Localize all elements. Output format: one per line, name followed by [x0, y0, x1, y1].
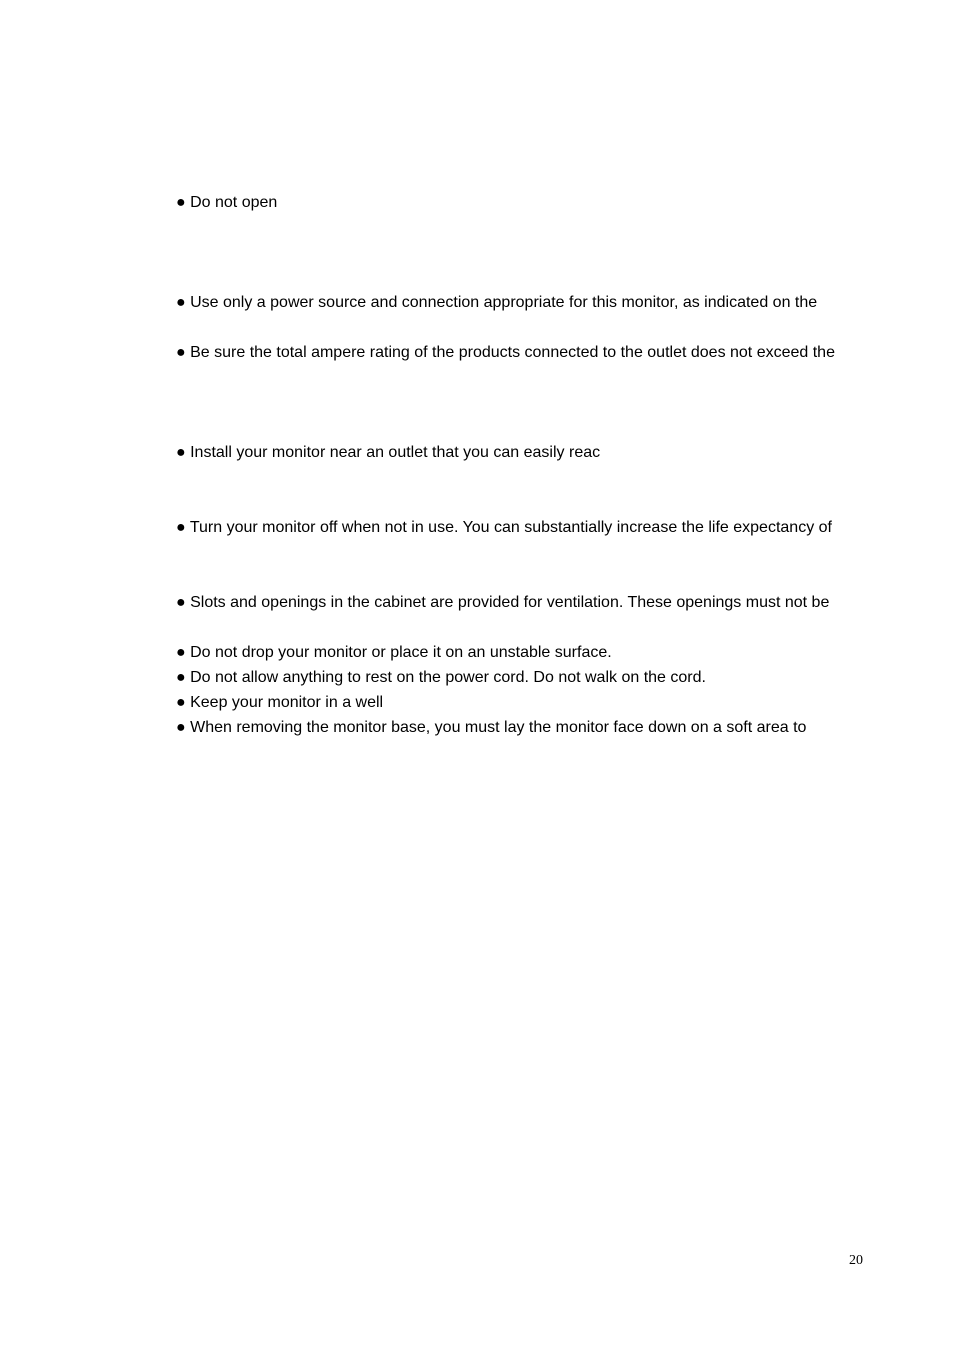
bullet-ventilation: ● Slots and openings in the cabinet are provided for ventilation. These openings must not be	[176, 594, 830, 611]
bullet-do-not-drop: ● Do not drop your monitor or place it on an unstable surface.	[176, 644, 612, 661]
page-number: 20	[849, 1253, 863, 1268]
bullet-keep-well: ● Keep your monitor in a well	[176, 694, 384, 711]
bullet-turn-off: ● Turn your monitor off when not in use. You can substantially increase the life expectancy of	[176, 519, 832, 536]
bullet-power-source: ● Use only a power source and connection appropriate for this monitor, as indicated on the	[176, 294, 818, 311]
bullet-install-near-outlet: ● Install your monitor near an outlet that you can easily reac	[176, 444, 601, 461]
bullet-remove-base: ● When removing the monitor base, you must lay the monitor face down on a soft area to	[176, 719, 807, 736]
bullet-do-not-open: ● Do not open	[176, 194, 278, 211]
bullet-ampere-rating: ● Be sure the total ampere rating of the products connected to the outlet does not exceed the	[176, 344, 835, 361]
bullet-power-cord: ● Do not allow anything to rest on the power cord. Do not walk on the cord.	[176, 669, 706, 686]
